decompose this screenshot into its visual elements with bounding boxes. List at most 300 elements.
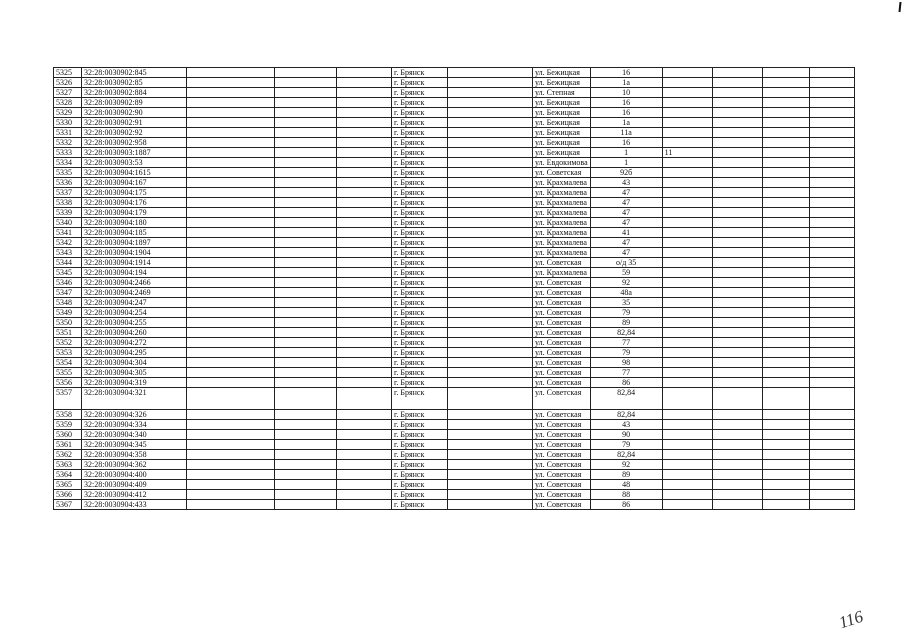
cell-city: г. Брянск — [392, 308, 448, 318]
cell-city: г. Брянск — [392, 460, 448, 470]
cell-house: 77 — [590, 338, 662, 348]
cell-city: г. Брянск — [392, 440, 448, 450]
cell-city: г. Брянск — [392, 480, 448, 490]
cell-empty — [448, 218, 533, 228]
cell-empty — [187, 348, 275, 358]
cell-city: г. Брянск — [392, 198, 448, 208]
table-row — [54, 318, 855, 328]
cell-empty — [187, 318, 275, 328]
cell-empty — [762, 298, 809, 308]
cell-empty — [762, 168, 809, 178]
cell-city: г. Брянск — [392, 128, 448, 138]
cell-row-number: 5341 — [54, 228, 82, 238]
cell-empty — [187, 108, 275, 118]
cell-house: 43 — [590, 420, 662, 430]
cell-city: г. Брянск — [392, 500, 448, 510]
cell-empty — [762, 118, 809, 128]
cell-empty — [337, 410, 392, 420]
cell-empty — [712, 228, 762, 238]
cell-empty — [337, 238, 392, 248]
cell-cadastral-number: 32:28:0030904:1615 — [82, 168, 187, 178]
cell-empty — [448, 490, 533, 500]
cell-empty — [712, 470, 762, 480]
cell-empty — [187, 268, 275, 278]
cell-city: г. Брянск — [392, 108, 448, 118]
cell-extra — [662, 88, 712, 98]
cell-empty — [275, 108, 337, 118]
cell-row-number: 5346 — [54, 278, 82, 288]
table-row — [54, 218, 855, 228]
cell-empty — [337, 440, 392, 450]
cell-street: ул. Бежицкая — [533, 138, 591, 148]
cell-city: г. Брянск — [392, 268, 448, 278]
cell-house: 92 — [590, 460, 662, 470]
cell-empty — [809, 128, 854, 138]
cell-house: 10 — [590, 88, 662, 98]
cell-cadastral-number: 32:28:0030902:89 — [82, 98, 187, 108]
cell-empty — [809, 378, 854, 388]
cell-street: ул. Бежицкая — [533, 68, 591, 78]
cell-extra — [662, 410, 712, 420]
cell-empty — [762, 440, 809, 450]
cell-city: г. Брянск — [392, 118, 448, 128]
cell-empty — [187, 460, 275, 470]
registry-sheet — [53, 67, 855, 510]
cell-extra — [662, 178, 712, 188]
cell-city: г. Брянск — [392, 98, 448, 108]
cell-empty — [712, 198, 762, 208]
table-row — [54, 378, 855, 388]
cell-empty — [448, 268, 533, 278]
cell-street: ул. Советская — [533, 368, 591, 378]
cell-city: г. Брянск — [392, 338, 448, 348]
cell-row-number: 5332 — [54, 138, 82, 148]
cell-extra — [662, 208, 712, 218]
cell-street: ул. Бежицкая — [533, 128, 591, 138]
cell-empty — [187, 440, 275, 450]
cell-empty — [187, 480, 275, 490]
cell-street: ул. Крахмалева — [533, 198, 591, 208]
cell-cadastral-number: 32:28:0030904:1897 — [82, 238, 187, 248]
handwritten-page-number: 116 — [836, 606, 866, 633]
table-row — [54, 430, 855, 440]
cell-empty — [762, 178, 809, 188]
cell-empty — [187, 98, 275, 108]
cell-extra — [662, 440, 712, 450]
cell-house: 82,84 — [590, 410, 662, 420]
cell-house: 47 — [590, 188, 662, 198]
cell-row-number: 5353 — [54, 348, 82, 358]
cell-cadastral-number: 32:28:0030904:1914 — [82, 258, 187, 268]
cell-street: ул. Советская — [533, 388, 591, 410]
cell-empty — [448, 308, 533, 318]
cell-empty — [712, 348, 762, 358]
cell-empty — [187, 218, 275, 228]
cell-extra — [662, 158, 712, 168]
cell-empty — [712, 440, 762, 450]
cell-house: 16 — [590, 68, 662, 78]
cell-extra — [662, 68, 712, 78]
cell-empty — [762, 480, 809, 490]
cell-city: г. Брянск — [392, 278, 448, 288]
cell-empty — [448, 420, 533, 430]
cell-empty — [187, 68, 275, 78]
cell-cadastral-number: 32:28:0030904:326 — [82, 410, 187, 420]
cell-cadastral-number: 32:28:0030902:92 — [82, 128, 187, 138]
cell-street: ул. Евдокимова — [533, 158, 591, 168]
cell-empty — [809, 348, 854, 358]
cell-empty — [448, 278, 533, 288]
cell-extra — [662, 378, 712, 388]
cell-extra — [662, 98, 712, 108]
cell-house: 86 — [590, 378, 662, 388]
cell-house: 98 — [590, 358, 662, 368]
cell-row-number: 5361 — [54, 440, 82, 450]
cell-row-number: 5339 — [54, 208, 82, 218]
cell-extra — [662, 188, 712, 198]
cell-city: г. Брянск — [392, 430, 448, 440]
cell-cadastral-number: 32:28:0030904:167 — [82, 178, 187, 188]
cell-house: 16 — [590, 138, 662, 148]
cell-empty — [762, 308, 809, 318]
table-row — [54, 118, 855, 128]
cell-street: ул. Советская — [533, 288, 591, 298]
cell-city: г. Брянск — [392, 450, 448, 460]
cell-empty — [275, 348, 337, 358]
cell-empty — [448, 368, 533, 378]
cell-empty — [448, 208, 533, 218]
table-row — [54, 248, 855, 258]
cell-empty — [275, 368, 337, 378]
cell-empty — [275, 388, 337, 410]
cell-house: 59 — [590, 268, 662, 278]
cell-empty — [337, 480, 392, 490]
cell-empty — [762, 378, 809, 388]
cell-empty — [809, 108, 854, 118]
cell-extra — [662, 108, 712, 118]
cell-empty — [712, 218, 762, 228]
cell-cadastral-number: 32:28:0030904:176 — [82, 198, 187, 208]
cell-empty — [275, 98, 337, 108]
cell-extra — [662, 278, 712, 288]
cell-empty — [448, 328, 533, 338]
cell-empty — [187, 208, 275, 218]
cell-empty — [762, 218, 809, 228]
cell-street: ул. Советская — [533, 420, 591, 430]
cell-empty — [187, 328, 275, 338]
cell-empty — [275, 228, 337, 238]
cell-empty — [275, 470, 337, 480]
cell-empty — [448, 430, 533, 440]
cell-empty — [275, 138, 337, 148]
cell-cadastral-number: 32:28:0030904:2466 — [82, 278, 187, 288]
cell-street: ул. Крахмалева — [533, 248, 591, 258]
cell-street: ул. Бежицкая — [533, 148, 591, 158]
cell-empty — [809, 440, 854, 450]
cell-street: ул. Советская — [533, 430, 591, 440]
cell-street: ул. Крахмалева — [533, 268, 591, 278]
cell-street: ул. Советская — [533, 328, 591, 338]
cell-row-number: 5355 — [54, 368, 82, 378]
cell-empty — [448, 258, 533, 268]
cell-empty — [187, 338, 275, 348]
cell-empty — [809, 268, 854, 278]
cell-empty — [712, 298, 762, 308]
cell-empty — [712, 138, 762, 148]
cell-extra — [662, 500, 712, 510]
cell-empty — [337, 298, 392, 308]
table-row — [54, 388, 855, 410]
cell-cadastral-number: 32:28:0030904:305 — [82, 368, 187, 378]
cell-empty — [448, 338, 533, 348]
table-row — [54, 480, 855, 490]
cell-empty — [275, 238, 337, 248]
cell-street: ул. Бежицкая — [533, 98, 591, 108]
cell-empty — [337, 168, 392, 178]
table-row — [54, 358, 855, 368]
cell-row-number: 5344 — [54, 258, 82, 268]
cell-empty — [448, 480, 533, 490]
cell-empty — [275, 278, 337, 288]
cell-extra — [662, 138, 712, 148]
cell-empty — [809, 328, 854, 338]
table-row — [54, 268, 855, 278]
cell-extra — [662, 338, 712, 348]
cell-empty — [712, 358, 762, 368]
cell-cadastral-number: 32:28:0030904:362 — [82, 460, 187, 470]
cell-cadastral-number: 32:28:0030904:175 — [82, 188, 187, 198]
cell-extra — [662, 490, 712, 500]
cell-empty — [275, 168, 337, 178]
cell-empty — [762, 288, 809, 298]
cell-empty — [712, 268, 762, 278]
cell-row-number: 5365 — [54, 480, 82, 490]
cell-extra — [662, 288, 712, 298]
cell-empty — [187, 168, 275, 178]
cell-row-number: 5350 — [54, 318, 82, 328]
cell-cadastral-number: 32:28:0030902:90 — [82, 108, 187, 118]
cell-empty — [712, 338, 762, 348]
cell-empty — [762, 248, 809, 258]
cell-empty — [448, 248, 533, 258]
cell-street: ул. Крахмалева — [533, 228, 591, 238]
table-row — [54, 420, 855, 430]
table-row — [54, 368, 855, 378]
cell-empty — [275, 118, 337, 128]
table-row — [54, 238, 855, 248]
cell-empty — [809, 490, 854, 500]
cell-empty — [337, 500, 392, 510]
cell-empty — [712, 288, 762, 298]
cell-empty — [809, 238, 854, 248]
cell-empty — [762, 88, 809, 98]
cell-city: г. Брянск — [392, 88, 448, 98]
cell-empty — [187, 238, 275, 248]
cell-extra — [662, 460, 712, 470]
cell-house: 47 — [590, 218, 662, 228]
cell-empty — [448, 168, 533, 178]
cell-empty — [275, 248, 337, 258]
table-row — [54, 288, 855, 298]
table-row — [54, 98, 855, 108]
cell-empty — [337, 118, 392, 128]
cell-empty — [187, 258, 275, 268]
cell-empty — [448, 108, 533, 118]
cell-empty — [762, 500, 809, 510]
cell-empty — [337, 278, 392, 288]
table-row — [54, 228, 855, 238]
table-row — [54, 460, 855, 470]
cell-extra — [662, 258, 712, 268]
cell-empty — [448, 188, 533, 198]
cell-cadastral-number: 32:28:0030904:179 — [82, 208, 187, 218]
cell-street: ул. Бежицкая — [533, 118, 591, 128]
cell-extra — [662, 168, 712, 178]
cell-empty — [712, 208, 762, 218]
cell-extra — [662, 238, 712, 248]
cell-empty — [762, 208, 809, 218]
cell-city: г. Брянск — [392, 178, 448, 188]
cell-empty — [762, 198, 809, 208]
cell-row-number: 5352 — [54, 338, 82, 348]
cell-row-number: 5333 — [54, 148, 82, 158]
cell-house: 79 — [590, 308, 662, 318]
cell-house: 47 — [590, 208, 662, 218]
cell-empty — [809, 228, 854, 238]
cell-empty — [337, 248, 392, 258]
cell-empty — [275, 378, 337, 388]
cell-row-number: 5351 — [54, 328, 82, 338]
cell-empty — [712, 420, 762, 430]
cell-extra: 11 — [662, 148, 712, 158]
cell-empty — [187, 198, 275, 208]
cell-empty — [275, 460, 337, 470]
table-row — [54, 470, 855, 480]
cell-empty — [187, 178, 275, 188]
cell-empty — [337, 348, 392, 358]
cell-empty — [809, 168, 854, 178]
cell-empty — [187, 378, 275, 388]
cell-empty — [809, 68, 854, 78]
cell-cadastral-number: 32:28:0030904:260 — [82, 328, 187, 338]
cell-cadastral-number: 32:28:0030904:1904 — [82, 248, 187, 258]
cell-empty — [448, 138, 533, 148]
cell-empty — [809, 78, 854, 88]
cell-cadastral-number: 32:28:0030902:884 — [82, 88, 187, 98]
cell-empty — [448, 378, 533, 388]
cell-empty — [275, 338, 337, 348]
cell-extra — [662, 450, 712, 460]
cell-row-number: 5349 — [54, 308, 82, 318]
cell-street: ул. Советская — [533, 460, 591, 470]
cell-extra — [662, 470, 712, 480]
cell-row-number: 5342 — [54, 238, 82, 248]
cell-empty — [187, 148, 275, 158]
cell-empty — [187, 368, 275, 378]
cell-empty — [275, 188, 337, 198]
cell-empty — [762, 138, 809, 148]
cell-city: г. Брянск — [392, 328, 448, 338]
cell-extra — [662, 328, 712, 338]
cell-empty — [762, 158, 809, 168]
cell-house: 79 — [590, 440, 662, 450]
cell-street: ул. Советская — [533, 258, 591, 268]
cell-cadastral-number: 32:28:0030902:91 — [82, 118, 187, 128]
cell-empty — [337, 188, 392, 198]
cell-empty — [187, 358, 275, 368]
cell-row-number: 5356 — [54, 378, 82, 388]
cell-row-number: 5367 — [54, 500, 82, 510]
cell-city: г. Брянск — [392, 78, 448, 88]
cell-cadastral-number: 32:28:0030904:295 — [82, 348, 187, 358]
table-body — [54, 68, 855, 510]
cell-empty — [337, 388, 392, 410]
cell-row-number: 5343 — [54, 248, 82, 258]
cell-extra — [662, 298, 712, 308]
cell-street: ул. Советская — [533, 500, 591, 510]
cell-street: ул. Бежицкая — [533, 78, 591, 88]
cell-empty — [712, 98, 762, 108]
cell-row-number: 5360 — [54, 430, 82, 440]
cell-empty — [712, 68, 762, 78]
cell-empty — [275, 410, 337, 420]
cell-empty — [712, 178, 762, 188]
cell-city: г. Брянск — [392, 470, 448, 480]
cell-empty — [275, 218, 337, 228]
cell-empty — [762, 388, 809, 410]
cell-empty — [337, 328, 392, 338]
cell-extra — [662, 420, 712, 430]
cell-row-number: 5354 — [54, 358, 82, 368]
table-row — [54, 158, 855, 168]
cell-empty — [337, 358, 392, 368]
registry-table — [53, 67, 855, 510]
cell-cadastral-number: 32:28:0030904:2469 — [82, 288, 187, 298]
cell-empty — [275, 480, 337, 490]
cell-empty — [337, 460, 392, 470]
cell-cadastral-number: 32:28:0030904:255 — [82, 318, 187, 328]
cell-empty — [762, 258, 809, 268]
cell-empty — [809, 188, 854, 198]
cell-empty — [712, 278, 762, 288]
cell-extra — [662, 480, 712, 490]
cell-empty — [712, 118, 762, 128]
cell-empty — [275, 258, 337, 268]
cell-empty — [187, 138, 275, 148]
cell-empty — [712, 78, 762, 88]
cell-extra — [662, 430, 712, 440]
cell-empty — [337, 158, 392, 168]
cell-empty — [448, 358, 533, 368]
cell-city: г. Брянск — [392, 258, 448, 268]
cell-empty — [712, 490, 762, 500]
table-row — [54, 148, 855, 158]
cell-empty — [809, 118, 854, 128]
cell-empty — [275, 88, 337, 98]
cell-street: ул. Советская — [533, 168, 591, 178]
cell-house: 48а — [590, 288, 662, 298]
cell-city: г. Брянск — [392, 298, 448, 308]
cell-empty — [448, 238, 533, 248]
cell-empty — [337, 308, 392, 318]
cell-cadastral-number: 32:28:0030904:358 — [82, 450, 187, 460]
cell-empty — [712, 318, 762, 328]
cell-extra — [662, 248, 712, 258]
cell-empty — [448, 158, 533, 168]
cell-house: 48 — [590, 480, 662, 490]
table-row — [54, 348, 855, 358]
cell-empty — [448, 318, 533, 328]
